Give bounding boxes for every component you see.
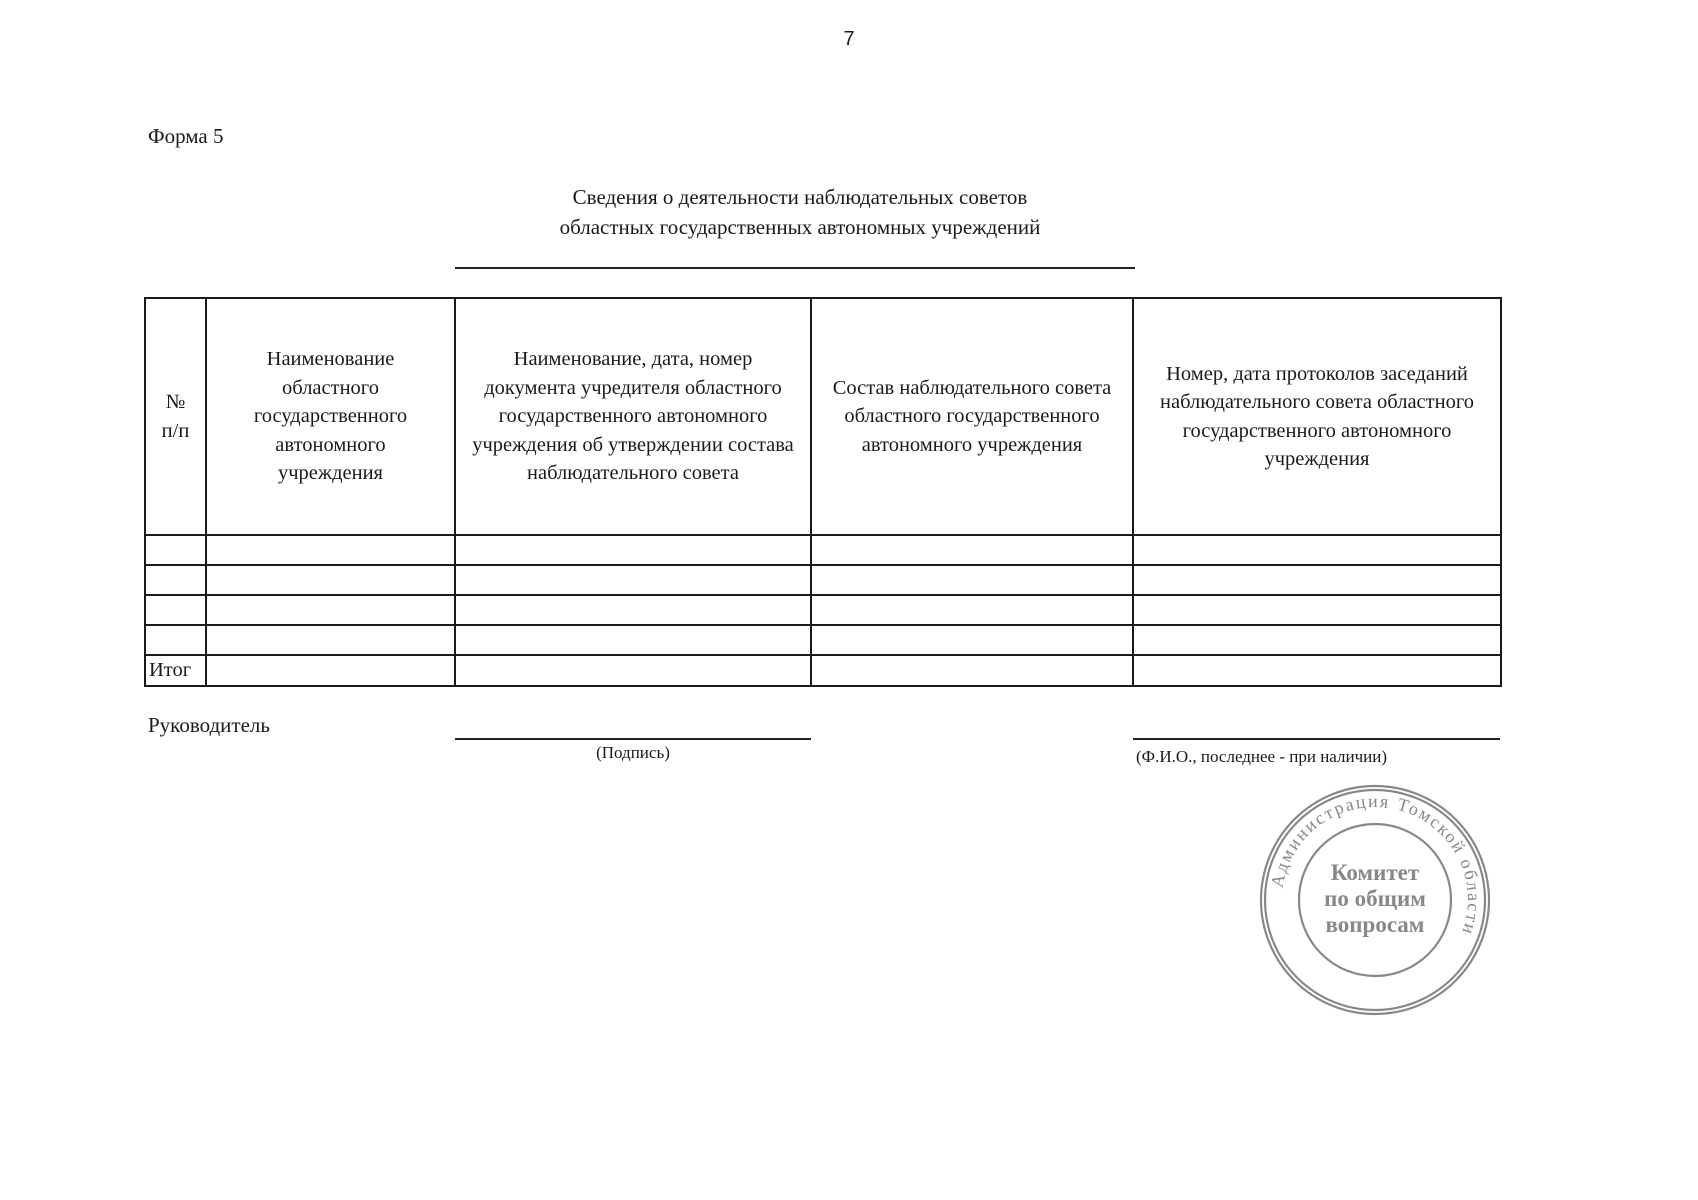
- table-cell[interactable]: [811, 655, 1133, 686]
- header-meeting-protocols: [1133, 298, 1501, 535]
- table-cell[interactable]: [455, 625, 811, 655]
- total-label: Итог: [145, 655, 206, 686]
- stamp-center-line: Комитет: [1330, 860, 1420, 885]
- table-cell[interactable]: [1133, 595, 1501, 625]
- header-line: учреждения об утверждении состава: [472, 433, 794, 456]
- table-cell[interactable]: [145, 595, 206, 625]
- table-cell[interactable]: [455, 565, 811, 595]
- table-cell[interactable]: [811, 595, 1133, 625]
- header-line: п/п: [161, 419, 190, 442]
- header-line: государственного автономного: [498, 405, 768, 428]
- header-line: областного: [282, 376, 379, 399]
- table-row: [145, 535, 1501, 565]
- header-line: автономного: [275, 433, 386, 456]
- table-cell[interactable]: [811, 535, 1133, 565]
- header-line: областного государственного: [844, 405, 1100, 428]
- document-title: [500, 182, 1100, 242]
- header-line: Состав наблюдательного совета: [832, 376, 1112, 399]
- title-underline: [455, 267, 1135, 269]
- table-header-row: [145, 298, 1501, 535]
- table-row: [145, 565, 1501, 595]
- header-line: автономного учреждения: [861, 433, 1083, 456]
- table-cell[interactable]: [145, 535, 206, 565]
- table-cell[interactable]: [145, 625, 206, 655]
- header-line: Номер, дата протоколов заседаний: [1166, 362, 1468, 385]
- header-line: №: [165, 391, 186, 413]
- table-cell[interactable]: [811, 565, 1133, 595]
- table-cell[interactable]: [455, 535, 811, 565]
- header-line: государственного: [253, 405, 408, 428]
- fio-caption: (Ф.И.О., последнее - при наличии): [1136, 747, 1387, 766]
- table-cell[interactable]: [1133, 655, 1501, 686]
- page-number: 7: [843, 28, 855, 50]
- table-total-row: [145, 655, 1501, 686]
- header-line: наблюдательного совета областного: [1160, 391, 1474, 413]
- header-line: наблюдательного совета: [527, 462, 739, 485]
- head-label: Руководитель: [148, 713, 270, 737]
- table-cell[interactable]: [1133, 565, 1501, 595]
- signature-line[interactable]: [455, 738, 811, 740]
- title-line-1: Сведения о деятельности наблюдательных советов: [572, 185, 1028, 209]
- signature-caption: (Подпись): [596, 743, 670, 762]
- stamp-center-line: вопросам: [1325, 912, 1425, 937]
- table-cell[interactable]: [206, 535, 455, 565]
- stamp-center: [1324, 860, 1426, 937]
- fio-line[interactable]: [1133, 738, 1500, 740]
- table-cell[interactable]: [145, 565, 206, 595]
- table-cell[interactable]: [811, 625, 1133, 655]
- form-label: Форма 5: [148, 124, 224, 148]
- table-cell[interactable]: [206, 625, 455, 655]
- table-row: [145, 595, 1501, 625]
- header-line: Наименование: [266, 348, 395, 371]
- official-stamp: [1255, 780, 1495, 1020]
- table-cell[interactable]: [206, 565, 455, 595]
- table-row: [145, 625, 1501, 655]
- table-cell[interactable]: [455, 595, 811, 625]
- header-institution-name: [206, 298, 455, 535]
- header-line: учреждения: [278, 462, 383, 485]
- stamp-ring-text: Администрация Томской области: [1266, 790, 1485, 939]
- stamp-center-line: по общим: [1324, 886, 1426, 911]
- table-cell[interactable]: [206, 595, 455, 625]
- form-table: [144, 297, 1502, 687]
- header-founder-document: [455, 298, 811, 535]
- header-number: [145, 298, 206, 535]
- title-line-2: областных государственных автономных учреждений: [559, 215, 1041, 239]
- header-line: государственного автономного: [1182, 419, 1452, 442]
- header-line: Наименование, дата, номер: [513, 348, 753, 371]
- header-line: учреждения: [1264, 448, 1370, 470]
- table-cell[interactable]: [206, 655, 455, 686]
- table-cell[interactable]: [455, 655, 811, 686]
- header-line: документа учредителя областного: [484, 376, 782, 399]
- table-cell[interactable]: [1133, 535, 1501, 565]
- header-council-composition: [811, 298, 1133, 535]
- table-cell[interactable]: [1133, 625, 1501, 655]
